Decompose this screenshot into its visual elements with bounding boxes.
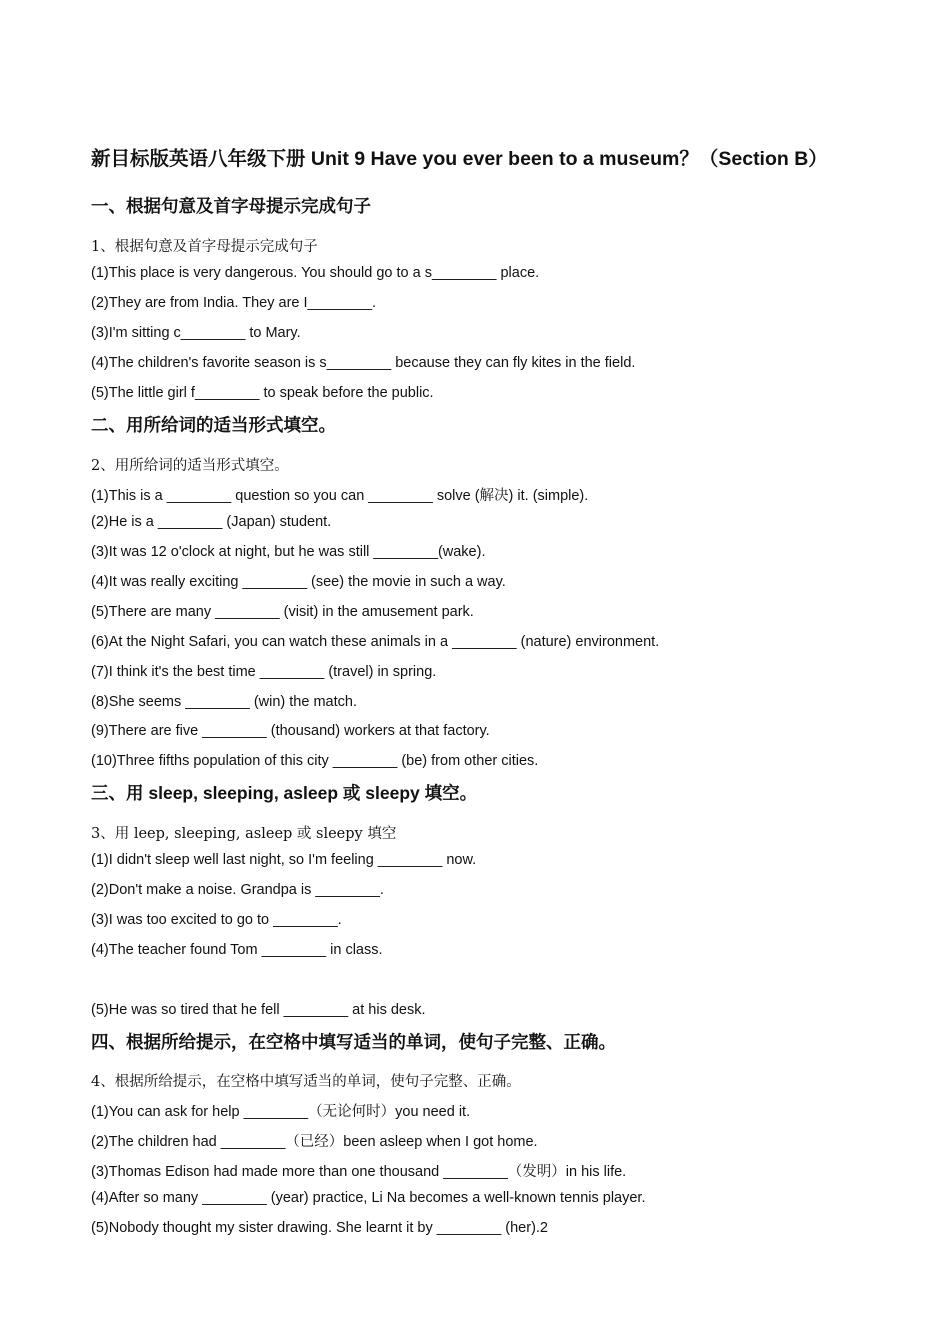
section-1-item-1: (1)This place is very dangerous. You should go to a s________ place. — [91, 265, 540, 281]
section-2-item-8: (8)She seems ________ (win) the match. — [91, 694, 357, 710]
section-1-item-2: (2)They are from India. They are I________. — [91, 295, 377, 311]
section-1-heading: 一、根据句意及首字母提示完成句子 — [91, 196, 371, 216]
section-2-subheading: 2、用所给词的适当形式填空。 — [91, 458, 289, 474]
section-2-item-1: (1)This is a ________ question so you can ________ solve (解决) it. (simple). — [91, 488, 589, 504]
section-2-heading: 二、用所给词的适当形式填空。 — [91, 415, 336, 435]
section-4-subheading: 4、根据所给提示，在空格中填写适当的单词，使句子完整、正确。 — [91, 1074, 521, 1090]
section-3-item-4: (4)The teacher found Tom ________ in class. — [91, 942, 383, 958]
document-title: 新目标版英语八年级下册 Unit 9 Have you ever been to a museum？（Section B） — [91, 148, 828, 170]
section-1-item-3: (3)I'm sitting c________ to Mary. — [91, 325, 301, 341]
section-2-item-7: (7)I think it's the best time ________ (travel) in spring. — [91, 664, 437, 680]
section-3-item-3: (3)I was too excited to go to ________. — [91, 912, 342, 928]
section-3-subheading: 3、用 leep, sleeping, asleep 或 sleepy 填空 — [91, 826, 397, 842]
section-1-item-4: (4)The children's favorite season is s________ because they can fly kites in the field. — [91, 355, 636, 371]
section-2-item-4: (4)It was really exciting ________ (see) the movie in such a way. — [91, 574, 506, 590]
section-2-item-5: (5)There are many ________ (visit) in the amusement park. — [91, 604, 474, 620]
section-4-item-2: (2)The children had ________（已经）been asleep when I got home. — [91, 1134, 538, 1150]
section-1-item-5: (5)The little girl f________ to speak before the public. — [91, 385, 434, 401]
section-4-item-3: (3)Thomas Edison had made more than one thousand ________（发明）in his life. — [91, 1164, 627, 1180]
section-4-item-4: (4)After so many ________ (year) practice, Li Na becomes a well-known tennis player. — [91, 1190, 646, 1206]
section-3-item-1: (1)I didn't sleep well last night, so I'm feeling ________ now. — [91, 852, 477, 868]
section-2-item-3: (3)It was 12 o'clock at night, but he was still ________(wake). — [91, 544, 486, 560]
section-3-heading: 三、用 sleep, sleeping, asleep 或 sleepy 填空。 — [91, 783, 478, 803]
section-2-item-10: (10)Three fifths population of this city ________ (be) from other cities. — [91, 753, 539, 769]
section-3-item-5: (5)He was so tired that he fell ________ at his desk. — [91, 1002, 426, 1018]
section-1-subheading: 1、根据句意及首字母提示完成句子 — [91, 239, 318, 255]
section-2-item-2: (2)He is a ________ (Japan) student. — [91, 514, 332, 530]
section-3-item-2: (2)Don't make a noise. Grandpa is ________. — [91, 882, 384, 898]
section-4-item-5: (5)Nobody thought my sister drawing. She learnt it by ________ (her).2 — [91, 1220, 548, 1236]
section-2-item-6: (6)At the Night Safari, you can watch these animals in a ________ (nature) environment. — [91, 634, 660, 650]
section-2-item-9: (9)There are five ________ (thousand) workers at that factory. — [91, 723, 490, 739]
section-4-heading: 四、根据所给提示，在空格中填写适当的单词，使句子完整、正确。 — [91, 1032, 616, 1052]
section-4-item-1: (1)You can ask for help ________（无论何时）you need it. — [91, 1104, 471, 1120]
